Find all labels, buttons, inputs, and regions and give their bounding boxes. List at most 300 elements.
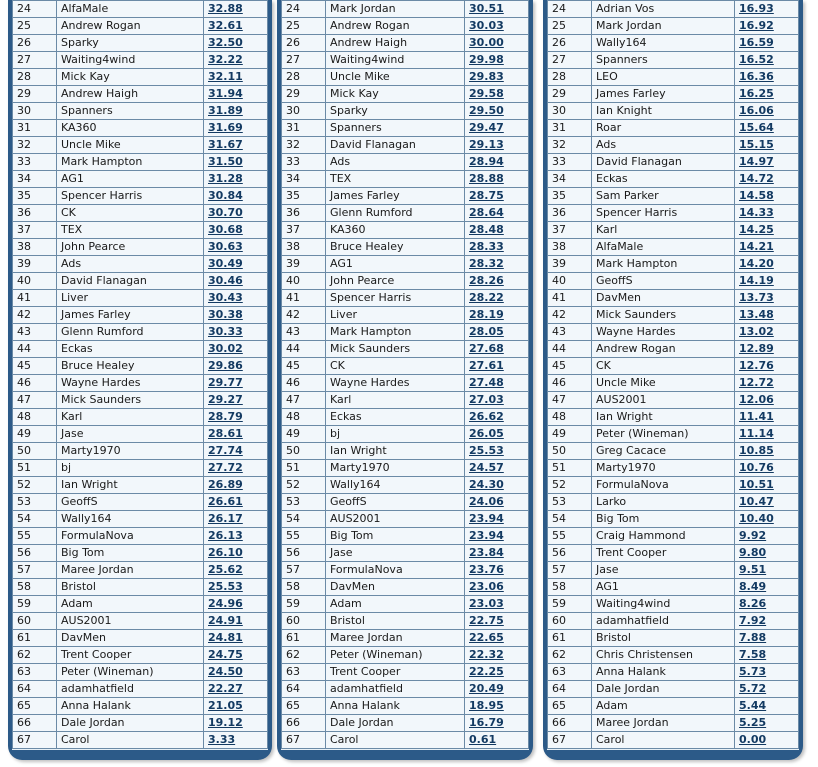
score-link[interactable]: 23.76 [465, 562, 529, 579]
rank-cell: 50 [282, 443, 326, 460]
rank-cell: 61 [282, 630, 326, 647]
score-link[interactable]: 0.61 [465, 732, 529, 749]
score-link[interactable]: 9.92 [735, 528, 799, 545]
table-row [548, 596, 799, 613]
score-link[interactable]: 18.95 [465, 698, 529, 715]
score-link[interactable]: 29.83 [465, 69, 529, 86]
player-name-cell: Andrew Rogan [326, 18, 465, 35]
table-row [13, 120, 268, 137]
rank-cell: 29 [13, 86, 57, 103]
score-link[interactable]: 21.05 [204, 698, 268, 715]
score-link[interactable]: 26.05 [465, 426, 529, 443]
leaderboard-table [12, 0, 268, 749]
table-row [548, 341, 799, 358]
table-row [13, 358, 268, 375]
rank-cell: 64 [13, 681, 57, 698]
player-name-cell: Glenn Rumford [57, 324, 204, 341]
score-link[interactable]: 24.91 [204, 613, 268, 630]
rank-cell: 62 [13, 647, 57, 664]
table-row [13, 171, 268, 188]
score-link[interactable]: 31.50 [204, 154, 268, 171]
score-link[interactable]: 27.03 [465, 392, 529, 409]
score-link[interactable]: 14.19 [735, 273, 799, 290]
score-link[interactable]: 30.68 [204, 222, 268, 239]
table-row [548, 86, 799, 103]
score-link[interactable]: 29.98 [465, 52, 529, 69]
score-link[interactable]: 24.81 [204, 630, 268, 647]
table-row [13, 392, 268, 409]
table-row [548, 562, 799, 579]
score-link[interactable]: 22.75 [465, 613, 529, 630]
rank-cell: 59 [282, 596, 326, 613]
score-link[interactable]: 14.25 [735, 222, 799, 239]
score-link[interactable]: 26.62 [465, 409, 529, 426]
table-row [282, 664, 529, 681]
score-link[interactable]: 28.94 [465, 154, 529, 171]
rank-cell: 31 [13, 120, 57, 137]
rank-cell: 57 [282, 562, 326, 579]
score-link[interactable]: 14.33 [735, 205, 799, 222]
score-link[interactable]: 22.25 [465, 664, 529, 681]
score-link[interactable]: 20.49 [465, 681, 529, 698]
player-name-cell: Wally164 [326, 477, 465, 494]
score-link[interactable]: 29.58 [465, 86, 529, 103]
rank-cell: 64 [548, 681, 592, 698]
score-link[interactable]: 28.19 [465, 307, 529, 324]
player-name-cell: Wayne Hardes [57, 375, 204, 392]
rank-cell: 65 [13, 698, 57, 715]
player-name-cell: James Farley [57, 307, 204, 324]
table-row [13, 698, 268, 715]
score-link[interactable]: 24.75 [204, 647, 268, 664]
score-link[interactable]: 16.93 [735, 1, 799, 18]
player-name-cell: Adrian Vos [592, 1, 735, 18]
player-name-cell: David Flanagan [57, 273, 204, 290]
rank-cell: 31 [282, 120, 326, 137]
score-link[interactable]: 19.12 [204, 715, 268, 732]
score-link[interactable]: 27.74 [204, 443, 268, 460]
score-link[interactable]: 23.94 [465, 511, 529, 528]
player-name-cell: Mick Saunders [57, 392, 204, 409]
score-link[interactable]: 15.15 [735, 137, 799, 154]
score-link[interactable]: 29.77 [204, 375, 268, 392]
score-link[interactable]: 12.89 [735, 341, 799, 358]
score-link[interactable]: 12.72 [735, 375, 799, 392]
rank-cell: 34 [282, 171, 326, 188]
player-name-cell: Mick Kay [326, 86, 465, 103]
score-link[interactable]: 10.85 [735, 443, 799, 460]
score-link[interactable]: 28.22 [465, 290, 529, 307]
score-link[interactable]: 23.94 [465, 528, 529, 545]
score-link[interactable]: 27.72 [204, 460, 268, 477]
score-link[interactable]: 28.79 [204, 409, 268, 426]
score-link[interactable]: 30.51 [465, 1, 529, 18]
score-link[interactable]: 25.53 [204, 579, 268, 596]
rank-cell: 25 [282, 18, 326, 35]
score-link[interactable]: 15.64 [735, 120, 799, 137]
player-name-cell: Waiting4wind [326, 52, 465, 69]
rank-cell: 66 [548, 715, 592, 732]
player-name-cell: DavMen [326, 579, 465, 596]
score-link[interactable]: 13.48 [735, 307, 799, 324]
rank-cell: 24 [13, 1, 57, 18]
score-link[interactable]: 23.06 [465, 579, 529, 596]
player-name-cell: adamhatfield [326, 681, 465, 698]
score-link[interactable]: 9.51 [735, 562, 799, 579]
player-name-cell: AUS2001 [57, 613, 204, 630]
player-name-cell: Sparky [57, 35, 204, 52]
table-row [548, 732, 799, 749]
player-name-cell: KA360 [326, 222, 465, 239]
score-link[interactable]: 27.68 [465, 341, 529, 358]
table-row [282, 562, 529, 579]
player-name-cell: Ads [57, 256, 204, 273]
table-row [282, 732, 529, 749]
score-link[interactable]: 31.69 [204, 120, 268, 137]
player-name-cell: Mick Kay [57, 69, 204, 86]
rank-cell: 52 [13, 477, 57, 494]
rank-cell: 63 [282, 664, 326, 681]
table-row [548, 103, 799, 120]
table-row [282, 647, 529, 664]
rank-cell: 32 [548, 137, 592, 154]
rank-cell: 33 [282, 154, 326, 171]
rank-cell: 38 [548, 239, 592, 256]
score-link[interactable]: 11.41 [735, 409, 799, 426]
rank-cell: 30 [282, 103, 326, 120]
score-link[interactable]: 23.03 [465, 596, 529, 613]
rank-cell: 57 [548, 562, 592, 579]
score-link[interactable]: 14.58 [735, 188, 799, 205]
score-link[interactable]: 28.75 [465, 188, 529, 205]
score-link[interactable]: 32.88 [204, 1, 268, 18]
score-link[interactable]: 12.06 [735, 392, 799, 409]
score-link[interactable]: 5.25 [735, 715, 799, 732]
score-link[interactable]: 31.94 [204, 86, 268, 103]
rank-cell: 24 [282, 1, 326, 18]
table-row [548, 698, 799, 715]
table-row [13, 664, 268, 681]
table-row [548, 154, 799, 171]
score-link[interactable]: 28.48 [465, 222, 529, 239]
score-link[interactable]: 27.61 [465, 358, 529, 375]
leaderboard-table [547, 0, 799, 749]
rank-cell: 35 [282, 188, 326, 205]
rank-cell: 62 [548, 647, 592, 664]
leaderboard-panel-inner [547, 0, 799, 750]
player-name-cell: Peter (Wineman) [57, 664, 204, 681]
table-row [13, 256, 268, 273]
rank-cell: 61 [13, 630, 57, 647]
score-link[interactable]: 16.25 [735, 86, 799, 103]
rank-cell: 66 [282, 715, 326, 732]
table-row [13, 630, 268, 647]
score-link[interactable]: 7.88 [735, 630, 799, 647]
player-name-cell: Waiting4wind [57, 52, 204, 69]
player-name-cell: Sam Parker [592, 188, 735, 205]
score-link[interactable]: 32.22 [204, 52, 268, 69]
player-name-cell: John Pearce [326, 273, 465, 290]
rank-cell: 36 [13, 205, 57, 222]
table-row [282, 409, 529, 426]
table-row [282, 86, 529, 103]
score-link[interactable]: 26.13 [204, 528, 268, 545]
score-link[interactable]: 26.10 [204, 545, 268, 562]
player-name-cell: Big Tom [326, 528, 465, 545]
score-link[interactable]: 29.27 [204, 392, 268, 409]
player-name-cell: TEX [57, 222, 204, 239]
player-name-cell: Ian Wright [57, 477, 204, 494]
score-link[interactable]: 30.43 [204, 290, 268, 307]
score-link[interactable]: 5.72 [735, 681, 799, 698]
score-link[interactable]: 9.80 [735, 545, 799, 562]
player-name-cell: David Flanagan [592, 154, 735, 171]
player-name-cell: Trent Cooper [57, 647, 204, 664]
score-link[interactable]: 24.57 [465, 460, 529, 477]
score-link[interactable]: 32.50 [204, 35, 268, 52]
table-row [548, 409, 799, 426]
score-link[interactable]: 11.14 [735, 426, 799, 443]
rank-cell: 25 [548, 18, 592, 35]
score-link[interactable]: 22.32 [465, 647, 529, 664]
player-name-cell: Adam [57, 596, 204, 613]
score-link[interactable]: 28.88 [465, 171, 529, 188]
player-name-cell: Eckas [592, 171, 735, 188]
rank-cell: 55 [548, 528, 592, 545]
rank-cell: 35 [13, 188, 57, 205]
rank-cell: 40 [282, 273, 326, 290]
rank-cell: 53 [282, 494, 326, 511]
player-name-cell: Waiting4wind [592, 596, 735, 613]
player-name-cell: Mark Jordan [592, 18, 735, 35]
table-row [548, 647, 799, 664]
player-name-cell: Peter (Wineman) [326, 647, 465, 664]
player-name-cell: adamhatfield [592, 613, 735, 630]
player-name-cell: Andrew Haigh [57, 86, 204, 103]
score-link[interactable]: 16.59 [735, 35, 799, 52]
score-link[interactable]: 30.84 [204, 188, 268, 205]
player-name-cell: Uncle Mike [592, 375, 735, 392]
score-link[interactable]: 14.20 [735, 256, 799, 273]
score-link[interactable]: 26.17 [204, 511, 268, 528]
score-link[interactable]: 8.26 [735, 596, 799, 613]
player-name-cell: Marty1970 [326, 460, 465, 477]
score-link[interactable]: 10.40 [735, 511, 799, 528]
score-link[interactable]: 24.50 [204, 664, 268, 681]
player-name-cell: Anna Halank [592, 664, 735, 681]
player-name-cell: Anna Halank [57, 698, 204, 715]
player-name-cell: DavMen [592, 290, 735, 307]
player-name-cell: LEO [592, 69, 735, 86]
score-link[interactable]: 29.86 [204, 358, 268, 375]
leaderboard-panel-inner [12, 0, 268, 750]
rank-cell: 57 [13, 562, 57, 579]
table-row [13, 409, 268, 426]
table-row [13, 647, 268, 664]
table-row [548, 579, 799, 596]
rank-cell: 40 [548, 273, 592, 290]
score-link[interactable]: 29.47 [465, 120, 529, 137]
player-name-cell: AUS2001 [326, 511, 465, 528]
rank-cell: 39 [548, 256, 592, 273]
score-link[interactable]: 30.03 [465, 18, 529, 35]
table-row [282, 443, 529, 460]
score-link[interactable]: 31.89 [204, 103, 268, 120]
score-link[interactable]: 28.26 [465, 273, 529, 290]
table-row [13, 52, 268, 69]
player-name-cell: Jase [57, 426, 204, 443]
rank-cell: 46 [548, 375, 592, 392]
score-link[interactable]: 14.21 [735, 239, 799, 256]
score-link[interactable]: 30.00 [465, 35, 529, 52]
rank-cell: 60 [282, 613, 326, 630]
score-link[interactable]: 25.62 [204, 562, 268, 579]
table-row [548, 494, 799, 511]
score-link[interactable]: 10.76 [735, 460, 799, 477]
score-link[interactable]: 28.05 [465, 324, 529, 341]
table-row [282, 341, 529, 358]
score-link[interactable]: 7.58 [735, 647, 799, 664]
score-link[interactable]: 16.06 [735, 103, 799, 120]
player-name-cell: Wally164 [57, 511, 204, 528]
rank-cell: 58 [282, 579, 326, 596]
player-name-cell: Greg Cacace [592, 443, 735, 460]
rank-cell: 42 [282, 307, 326, 324]
table-row [282, 18, 529, 35]
leaderboard-panel-1 [8, 0, 272, 760]
rank-cell: 65 [282, 698, 326, 715]
score-link[interactable]: 30.49 [204, 256, 268, 273]
score-link[interactable]: 31.28 [204, 171, 268, 188]
table-row [282, 630, 529, 647]
score-link[interactable]: 24.96 [204, 596, 268, 613]
rank-cell: 66 [13, 715, 57, 732]
score-link[interactable]: 29.50 [465, 103, 529, 120]
table-row [282, 52, 529, 69]
score-link[interactable]: 28.32 [465, 256, 529, 273]
player-name-cell: Uncle Mike [57, 137, 204, 154]
score-link[interactable]: 22.65 [465, 630, 529, 647]
score-link[interactable]: 10.47 [735, 494, 799, 511]
score-link[interactable]: 24.30 [465, 477, 529, 494]
score-link[interactable]: 32.11 [204, 69, 268, 86]
score-link[interactable]: 12.76 [735, 358, 799, 375]
player-name-cell: Jase [592, 562, 735, 579]
score-link[interactable]: 28.64 [465, 205, 529, 222]
table-row [548, 273, 799, 290]
rank-cell: 36 [282, 205, 326, 222]
player-name-cell: Mick Saunders [326, 341, 465, 358]
table-row [548, 1, 799, 18]
table-row [13, 290, 268, 307]
table-row [282, 188, 529, 205]
table-row [13, 239, 268, 256]
player-name-cell: Trent Cooper [592, 545, 735, 562]
score-link[interactable]: 30.02 [204, 341, 268, 358]
score-link[interactable]: 25.53 [465, 443, 529, 460]
leaderboard-table [281, 0, 529, 749]
table-row [548, 426, 799, 443]
rank-cell: 42 [13, 307, 57, 324]
score-link[interactable]: 14.97 [735, 154, 799, 171]
table-row [282, 460, 529, 477]
table-row [13, 562, 268, 579]
score-link[interactable]: 30.46 [204, 273, 268, 290]
table-row [548, 290, 799, 307]
score-link[interactable]: 24.06 [465, 494, 529, 511]
score-link[interactable]: 13.02 [735, 324, 799, 341]
player-name-cell: Bruce Healey [326, 239, 465, 256]
rank-cell: 45 [13, 358, 57, 375]
player-name-cell: Karl [592, 222, 735, 239]
rank-cell: 52 [548, 477, 592, 494]
score-link[interactable]: 5.73 [735, 664, 799, 681]
rank-cell: 30 [13, 103, 57, 120]
score-link[interactable]: 32.61 [204, 18, 268, 35]
table-row [13, 18, 268, 35]
score-link[interactable]: 28.61 [204, 426, 268, 443]
rank-cell: 54 [548, 511, 592, 528]
score-link[interactable]: 30.33 [204, 324, 268, 341]
score-link[interactable]: 13.73 [735, 290, 799, 307]
table-row [282, 511, 529, 528]
score-link[interactable]: 0.00 [735, 732, 799, 749]
player-name-cell: Marty1970 [57, 443, 204, 460]
table-row [548, 324, 799, 341]
score-link[interactable]: 29.13 [465, 137, 529, 154]
rank-cell: 30 [548, 103, 592, 120]
score-link[interactable]: 30.38 [204, 307, 268, 324]
rank-cell: 39 [282, 256, 326, 273]
score-link[interactable]: 5.44 [735, 698, 799, 715]
score-link[interactable]: 8.49 [735, 579, 799, 596]
score-link[interactable]: 16.92 [735, 18, 799, 35]
table-row [282, 69, 529, 86]
score-link[interactable]: 26.89 [204, 477, 268, 494]
score-link[interactable]: 22.27 [204, 681, 268, 698]
rank-cell: 43 [282, 324, 326, 341]
score-link[interactable]: 27.48 [465, 375, 529, 392]
table-row [548, 35, 799, 52]
score-link[interactable]: 3.33 [204, 732, 268, 749]
table-row [548, 52, 799, 69]
player-name-cell: Spencer Harris [592, 205, 735, 222]
player-name-cell: FormulaNova [326, 562, 465, 579]
table-row [548, 256, 799, 273]
score-link[interactable]: 28.33 [465, 239, 529, 256]
table-row [13, 86, 268, 103]
score-link[interactable]: 14.72 [735, 171, 799, 188]
player-name-cell: James Farley [326, 188, 465, 205]
score-link[interactable]: 16.52 [735, 52, 799, 69]
score-link[interactable]: 30.63 [204, 239, 268, 256]
score-link[interactable]: 10.51 [735, 477, 799, 494]
table-row [548, 528, 799, 545]
score-link[interactable]: 31.67 [204, 137, 268, 154]
score-link[interactable]: 30.70 [204, 205, 268, 222]
score-link[interactable]: 16.36 [735, 69, 799, 86]
rank-cell: 29 [548, 86, 592, 103]
score-link[interactable]: 23.84 [465, 545, 529, 562]
rank-cell: 67 [548, 732, 592, 749]
rank-cell: 53 [13, 494, 57, 511]
score-link[interactable]: 7.92 [735, 613, 799, 630]
player-name-cell: Glenn Rumford [326, 205, 465, 222]
table-row [548, 460, 799, 477]
score-link[interactable]: 16.79 [465, 715, 529, 732]
score-link[interactable]: 26.61 [204, 494, 268, 511]
rank-cell: 28 [548, 69, 592, 86]
